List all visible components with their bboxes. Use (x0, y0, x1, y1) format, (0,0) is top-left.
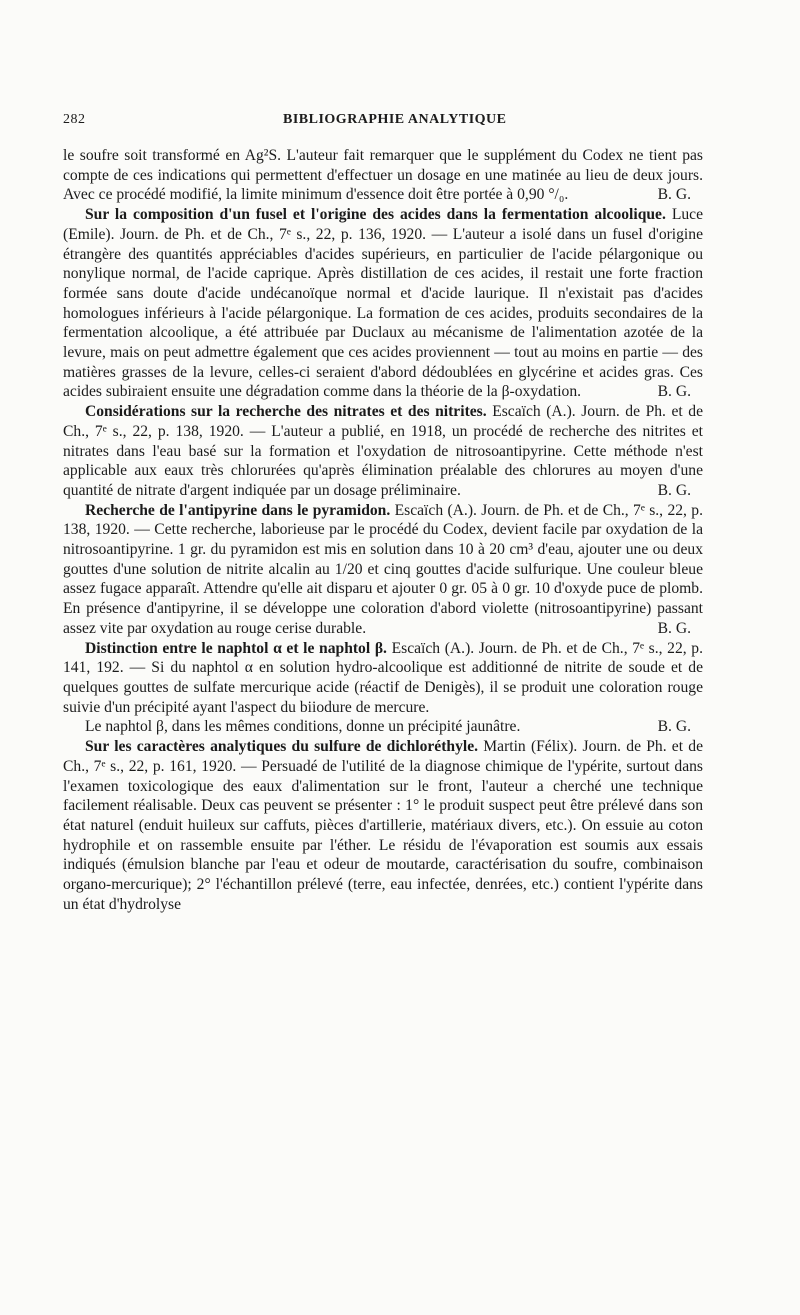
entry-title: Sur la composition d'un fusel et l'origine des acides dans la fermentation alcoolique. (85, 206, 666, 224)
signature: B. G. (657, 718, 691, 736)
entry-naphtol (63, 639, 703, 738)
entry-title: Considérations sur la recherche des nitrates et des nitrites. (85, 403, 487, 421)
entry-text: Sur la composition d'un fusel et l'origine des acides dans la fermentation alcoolique. Luce (Emile). Journ. de Ph. et de Ch., 7ᵉ s., 22, p. 136, 1920. — L'auteur a isolé dans un fusel d'origine étrangère des quantités appréciables d'acides supérieurs, en particulier de l'acide pélargonique ou nonylique normal, de l'acide caprique. Après distillation de ces acides, il restait une forte fraction formée sans doute d'acide undécanoïque normal et d'acide laurique. Il n'existait pas d'acides homologues inférieurs à l'acide pélargonique. La formation de ces acides, produits secondaires de la fermentation alcoolique, a été attribuée par Duclaux au mécanisme de l'alimentation azotée de la levure, mais on peut admettre également que ces acides proviennent — tout au moins en partie — des matières grasses de la levure, celles-ci seraient d'abord dédoublées en glycérine et acides gras. Ces acides subiraient ensuite une dégradation comme dans la théorie de la β-oxydation. B. G. (63, 206, 703, 401)
entry-text-continued: Le naphtol β, dans les mêmes conditions, donne un précipité jaunâtre. B. G. (63, 717, 703, 737)
entry-text: Recherche de l'antipyrine dans le pyramidon. Escaïch (A.). Journ. de Ph. et de Ch., 7ᵉ s., 22, p. 138, 1920. — Cette recherche, laborieuse par le procédé du Codex, devient facile par oxydation de la nitrosoantipyrine. 1 gr. du pyramidon est mis en solution dans 10 à 20 cm³ d'eau, ajouter une ou deux gouttes d'une solution de nitrite alcalin au 1/20 et cinq gouttes d'acide sulfurique. Une couleur bleue assez fugace apparaît. Attendre qu'elle ait disparu et ajouter 0 gr. 05 à 0 gr. 10 d'oxyde puce de plomb. En présence d'antipyrine, il se développe une coloration d'abord violette (nitrosoantipyrine) passant assez vite par oxydation au rouge cerise durable. B. G. (63, 501, 703, 637)
entry-text: Considérations sur la recherche des nitrates et des nitrites. Escaïch (A.). Journ. de Ph. et de Ch., 7ᵉ s., 22, p. 138, 1920. — L'auteur a publié, en 1918, un procédé de recherche des nitrites et nitrates dans l'eau basé sur la formation et l'oxydation de nitrosoantipyrine. Cette méthode n'est applicable aux eaux très chlorurées qu'après élimination préalable des chlorures au moyen d'une quantité de nitrate d'argent indiquée par un dosage préliminaire. B. G. (63, 403, 703, 499)
entry-title: Distinction entre le naphtol α et le naphtol β. (85, 639, 387, 657)
entry-title: Recherche de l'antipyrine dans le pyramidon. (85, 501, 391, 519)
body-text (63, 146, 703, 914)
entry-antipyrine (63, 501, 703, 639)
running-head (63, 112, 703, 136)
signature: B. G. (657, 481, 691, 499)
entry-dichlorethyle (63, 737, 703, 914)
page-number: 282 (63, 112, 86, 127)
entry-text: Distinction entre le naphtol α et le naphtol β. Escaïch (A.). Journ. de Ph. et de Ch., 7ᵉ s., 22, p. 141, 192. — Si du naphtol α en solution hydro-alcoolique est additionné de nitrite de soude et de quelques gouttes de sulfate mercurique acide (réactif de Denigès), il se produit une coloration rouge suivie d'un précipité ayant l'aspect du biiodure de mercure. (63, 639, 703, 716)
signature: B. G. (657, 619, 691, 637)
signature: B. G. (657, 383, 691, 401)
entry-title: Sur les caractères analytiques du sulfure de dichloréthyle. (85, 738, 479, 756)
entry-continuation (63, 146, 703, 205)
entry-nitrates (63, 402, 703, 501)
entry-fusel (63, 205, 703, 402)
running-title: BIBLIOGRAPHIE ANALYTIQUE (283, 112, 507, 127)
entry-text: le soufre soit transformé en Ag²S. L'auteur fait remarquer que le supplément du Codex ne tient pas compte de ces indications qui permettent d'effectuer un dosage en une matinée au lieu de deux jours. Avec ce procédé modifié, la limite minimum d'essence doit être portée à 0,90 °/₀. B. G. (63, 147, 703, 204)
entry-text: Sur les caractères analytiques du sulfure de dichloréthyle. Martin (Félix). Journ. de Ph. et de Ch., 7ᵉ s., 22, p. 161, 1920. — Persuadé de l'utilité de la diagnose chimique de l'ypérite, surtout dans l'examen toxicologique des eaux d'alimentation sur le front, l'auteur a cherché une technique facilement réalisable. Deux cas peuvent se présenter : 1° le produit suspect peut être prélevé dans son état naturel (enduit huileux sur caffuts, pièces d'artillerie, matériaux divers, etc.). On essuie au coton hydrophile et on rassemble ensuite par l'éther. Le résidu de l'évaporation est soumis aux essais indiqués (émulsion blanche par l'eau et odeur de moutarde, caractérisation du soufre, combinaison organo-mercurique); 2° l'échantillon prélevé (terre, eau infectée, denrées, etc.) contient l'ypérite dans un état d'hydrolyse (63, 738, 704, 913)
signature: B. G. (657, 186, 691, 204)
